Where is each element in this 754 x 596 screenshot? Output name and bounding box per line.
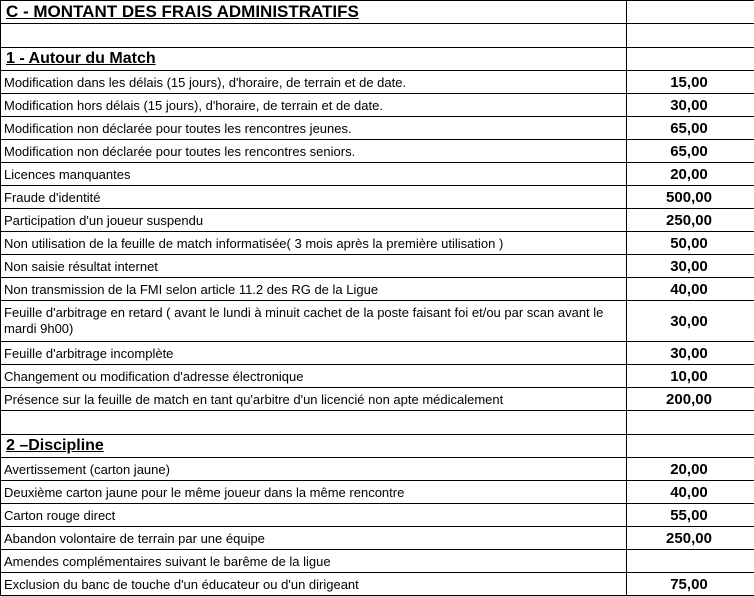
fee-amount: 10,00 [627, 365, 754, 388]
fee-label: Changement ou modification d'adresse électronique [1, 365, 627, 388]
fee-amount: 40,00 [627, 481, 754, 504]
fee-label: Modification dans les délais (15 jours), d'horaire, de terrain et de date. [1, 71, 627, 94]
fee-amount: 40,00 [627, 278, 754, 301]
table-row [1, 527, 754, 550]
fee-amount: 250,00 [627, 209, 754, 232]
fee-amount: 30,00 [627, 94, 754, 117]
fee-amount: 20,00 [627, 458, 754, 481]
spacer-row [1, 24, 754, 48]
section-heading-discipline: 2 –Discipline [1, 435, 627, 458]
section-header-row [1, 48, 754, 71]
fee-amount: 65,00 [627, 117, 754, 140]
page-title: C - MONTANT DES FRAIS ADMINISTRATIFS [1, 1, 627, 24]
section-header-row [1, 435, 754, 458]
fee-label: Modification non déclarée pour toutes les rencontres jeunes. [1, 117, 627, 140]
fee-label: Fraude d'identité [1, 186, 627, 209]
fee-label: Présence sur la feuille de match en tant qu'arbitre d'un licencié non apte médicalement [1, 388, 627, 411]
table-row [1, 342, 754, 365]
table-row [1, 573, 754, 596]
fee-label: Licences manquantes [1, 163, 627, 186]
table-row [1, 365, 754, 388]
table-row [1, 255, 754, 278]
fee-amount: 30,00 [627, 342, 754, 365]
table-row [1, 458, 754, 481]
empty-cell [1, 24, 627, 48]
table-row [1, 140, 754, 163]
table-row [1, 71, 754, 94]
empty-cell [627, 48, 754, 71]
fee-label: Non transmission de la FMI selon article 11.2 des RG de la Ligue [1, 278, 627, 301]
empty-cell [1, 411, 627, 435]
fee-amount: 55,00 [627, 504, 754, 527]
title-row [1, 1, 754, 24]
table-row [1, 94, 754, 117]
empty-cell [627, 24, 754, 48]
fee-amount [627, 550, 754, 573]
fee-amount: 30,00 [627, 301, 754, 342]
spacer-row [1, 411, 754, 435]
fee-label: Abandon volontaire de terrain par une équipe [1, 527, 627, 550]
table-row [1, 301, 754, 342]
fee-label: Exclusion du banc de touche d'un éducateur ou d'un dirigeant [1, 573, 627, 596]
fee-amount: 50,00 [627, 232, 754, 255]
fee-amount: 15,00 [627, 71, 754, 94]
fee-label: Non utilisation de la feuille de match informatisée( 3 mois après la première utilisation ) [1, 232, 627, 255]
fee-label: Modification non déclarée pour toutes les rencontres seniors. [1, 140, 627, 163]
table-row [1, 388, 754, 411]
table-row [1, 209, 754, 232]
table-row [1, 504, 754, 527]
fee-label: Feuille d'arbitrage en retard ( avant le lundi à minuit cachet de la poste faisant foi et/ou par scan avant le mardi 9h00) [1, 301, 627, 342]
fee-label: Participation d'un joueur suspendu [1, 209, 627, 232]
table-row [1, 186, 754, 209]
table-row [1, 481, 754, 504]
fee-amount: 250,00 [627, 527, 754, 550]
table-row [1, 550, 754, 573]
fee-amount: 200,00 [627, 388, 754, 411]
fee-amount: 30,00 [627, 255, 754, 278]
fee-label: Carton rouge direct [1, 504, 627, 527]
fee-amount: 75,00 [627, 573, 754, 596]
table-row [1, 163, 754, 186]
fee-label: Modification hors délais (15 jours), d'horaire, de terrain et de date. [1, 94, 627, 117]
empty-cell [627, 435, 754, 458]
fee-label: Amendes complémentaires suivant le barême de la ligue [1, 550, 627, 573]
fee-amount: 500,00 [627, 186, 754, 209]
fee-label: Feuille d'arbitrage incomplète [1, 342, 627, 365]
fee-amount: 65,00 [627, 140, 754, 163]
table-row [1, 117, 754, 140]
table-row [1, 278, 754, 301]
fee-label: Non saisie résultat internet [1, 255, 627, 278]
table-row [1, 232, 754, 255]
section-heading-match: 1 - Autour du Match [1, 48, 627, 71]
fee-label: Avertissement (carton jaune) [1, 458, 627, 481]
fee-amount: 20,00 [627, 163, 754, 186]
title-amount-cell [627, 1, 754, 24]
empty-cell [627, 411, 754, 435]
fee-label: Deuxième carton jaune pour le même joueur dans la même rencontre [1, 481, 627, 504]
